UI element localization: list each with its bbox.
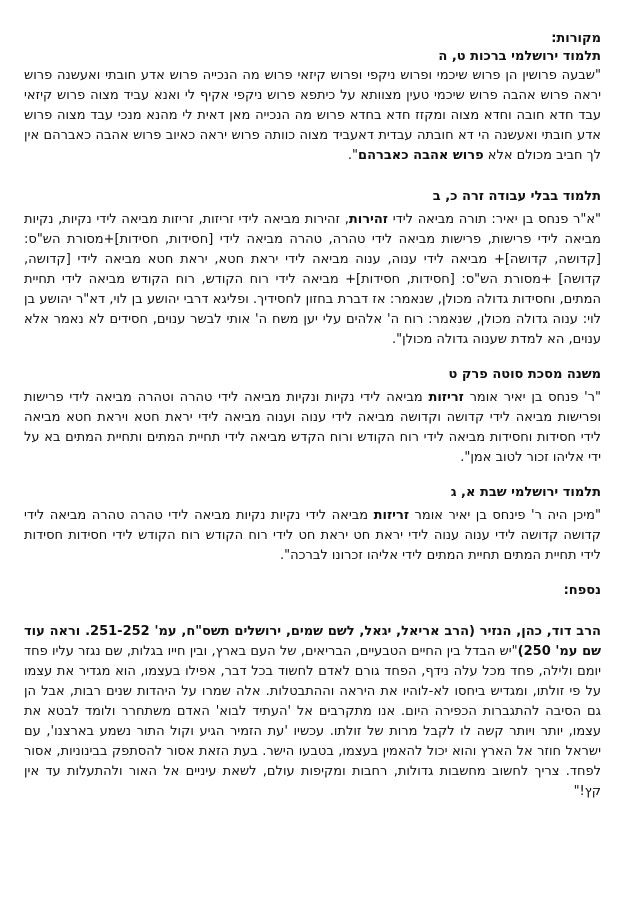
section-text-bavli-avoda-zara: "א"ר פנחס בן יאיר: תורה מביאה לידי זהירות, זהירות מביאה לידי זריזות, זריזות מביאה לידי נקיות, נקיות מביאה לידי פרישות, פרישות מביאה לידי טהרה, טהרה מביאה לידי [חסידות, חסידות]+מסורת הש"ס: [קדושה, קדושה]+ מביאה לידי ענוה, ענוה מביאה לידי יראת חטא, יראת חטא מביאה לידי [קדושה, קדושה] +מסורת הש"ס: [חסידות, חסידות]+ מביאה לידי רוח הקודש, רוח הקודש מביאה לידי תחיית המתים, וחסידות גדולה מכולן, שנאמר: אז דברת בחזון לחסידיך. ופליגא דרבי יהושע בן לוי, דא"ר יהושע בן לוי: ענוה גדולה מכולן, שנאמר: רוח ה' אלהים עלי יען משח ה' אותי לבשר ענוים, חסידים לא נאמר אלא ענוים, הא למדת שענוה גדולה מכולן".	[24, 212, 601, 347]
sources-title: מקורות:	[551, 31, 601, 46]
section-text-mishna-sota: "ר' פנחס בן יאיר אומר זריזות מביאה לידי נקיות ונקיות מביאה לידי טהרה וטהרה מביאה לידי פרישות ופרישות מביאה לידי קדושה וקדושה מביאה לידי ענוה וענוה מביאה לידי יראת חטא ויראת חטא מביאה לידי חסידות וחסידות מביאה לידי רוח הקודש ורוח הקדש מביאה לידי תחיית המתים ותחיית המתים בא על ידי אליהו זכור לטוב אמן".	[24, 390, 601, 465]
section-heading-bavli-avoda-zara: תלמוד בבלי עבודה זרה כ, ב	[432, 189, 601, 204]
section-heading-yerushalmi-berachot: תלמוד ירושלמי ברכות ט, ה	[438, 49, 601, 64]
appendix-title: נספח:	[563, 583, 601, 598]
section-heading-mishna-sota: משנה מסכת סוטה פרק ט	[448, 367, 601, 382]
section-text-yerushalmi-berachot: "שבעה פרושין הן פרוש שיכמי ופרוש ניקפי ופרוש קיזאי פרוש מה הנכייה פרוש אדע חובתי ואעשנה פרוש יראה פרוש אהבה פרוש שיכמי טעין מצוותא על כיתפא פרוש ניקפי אקיף לי ואנא עביד מצוה פרוש קיזאי עבד חדא חובה וחדא מצוה ומקזז חדא בחדא פרוש מה הנכייה מאן דאית לי מהנא מנכי עבד מצוה פרוש אדע חובתי ואעשנה הי דא חובתה עבדית דאעביד מצוה כוותה פרוש יראה כאיוב פרוש אהבה כאברהם אין לך חביב מכולם אלא פרוש אהבה כאברהם".	[24, 68, 601, 163]
section-heading-yerushalmi-shabbat: תלמוד ירושלמי שבת א, ג	[450, 485, 601, 500]
appendix-text: הרב דוד, כהן, הנזיר (הרב אריאל, יגאל, לשם שמים, ירושלים תשס"ח, עמ' 251-252. וראה עוד שם עמ' 250)"יש הבדל בין החיים הטבעיים, הבריאים, של העם בארץ, ובין חייו בגלות, שם נגזר עליו פחד יומם ולילה, פחד מכל עלה נידף, הפחד גורם לאדם לחשוד בכל דבר, אפילו בעצמו, הוא מגדיר את עצמו על פי זולתו, ומגדיש ביחסו לא-לוהיו את היראה וההתבטלות. אלה שמרו על היהדות שנים רבות, אבל הן גם הסיבה להתגברות הכפירה היום. אנו מתקרבים אל 'העתיד לבוא' האדם משתחרר ולומד לבטא את עצמו, יותר ויותר קשה לו לקבל מרות של זולתו. עכשיו 'עת הזמיר הגיע וקול התור נשמע בארצנו', עם ישראל חוזר אל הארץ והוא יכול להאמין בעצמו, בטבעו הישר. בעת הזאת אסור להסתפק בבינוניות, אסור לפחד. צריך לחשוב מחשבות גדולות, רחבות ומקיפות עולם, לשאת עיניים אל האור ולהתעלות עד אין קץ!"	[24, 624, 601, 799]
section-text-yerushalmi-shabbat: "מיכן היה ר' פינחס בן יאיר אומר זריזות מביאה לידי נקיות נקיות מביאה לידי טהרה טהרה מביאה לידי קדושה קדושה לידי ענוה ענוה לידי יראת חט יראת חט לידי רוח הקודש רוח הקודש לידי חסידות חסידות לידי תחיית המתים תחיית המתים לידי אליהו זכרונו לברכה".	[24, 508, 601, 563]
